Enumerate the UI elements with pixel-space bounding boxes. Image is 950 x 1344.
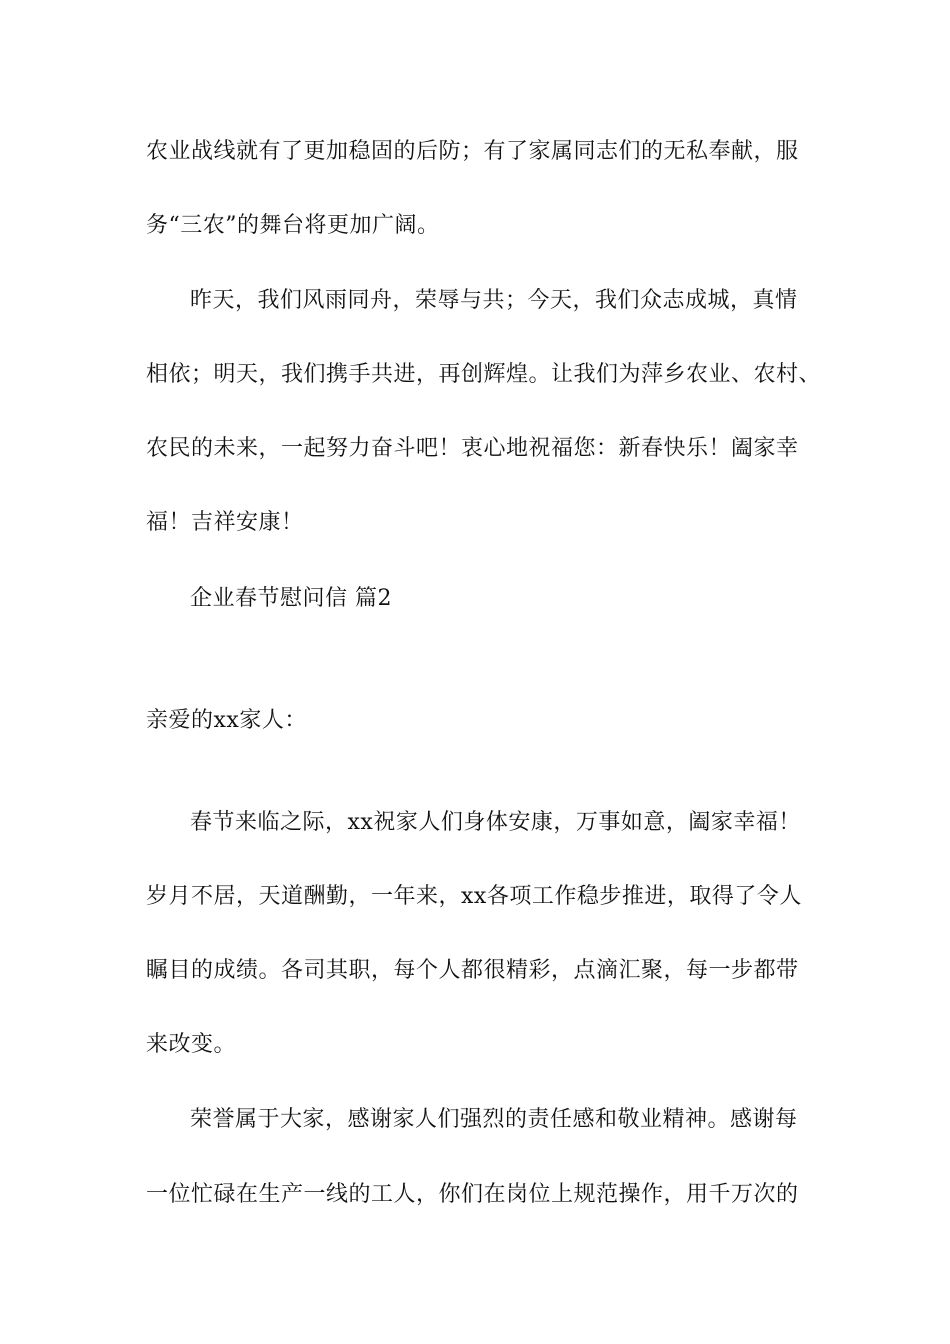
text-line: 瞩目的成绩。各司其职，每个人都很精彩，点滴汇聚，每一步都带 bbox=[146, 958, 799, 983]
text-line: 务“三农”的舞台将更加广阔。 bbox=[146, 213, 440, 238]
text-line: 相依；明天，我们携手共进，再创辉煌。让我们为萍乡农业、农村、 bbox=[146, 362, 822, 387]
paragraph-start: 荣誉属于大家，感谢家人们强烈的责任感和敬业精神。感谢每 bbox=[190, 1107, 798, 1132]
text-line: 农民的未来，一起努力奋斗吧！衷心地祝福您：新春快乐！阖家幸 bbox=[146, 436, 799, 461]
section-heading: 企业春节慰问信 篇2 bbox=[190, 586, 392, 611]
paragraph-start: 昨天，我们风雨同舟，荣辱与共；今天，我们众志成城，真情 bbox=[190, 288, 798, 313]
text-line: 农业战线就有了更加稳固的后防；有了家属同志们的无私奉献，服 bbox=[146, 139, 799, 164]
text-line: 来改变。 bbox=[146, 1032, 237, 1057]
text-line: 岁月不居，天道酬勤，一年来，xx各项工作稳步推进，取得了令人 bbox=[146, 884, 802, 909]
text-line: 一位忙碌在生产一线的工人，你们在岗位上规范操作，用千万次的 bbox=[146, 1182, 799, 1207]
salutation: 亲爱的xx家人： bbox=[146, 708, 307, 733]
paragraph-start: 春节来临之际，xx祝家人们身体安康，万事如意，阖家幸福！ bbox=[190, 810, 801, 835]
text-line: 福！吉祥安康！ bbox=[146, 510, 304, 535]
